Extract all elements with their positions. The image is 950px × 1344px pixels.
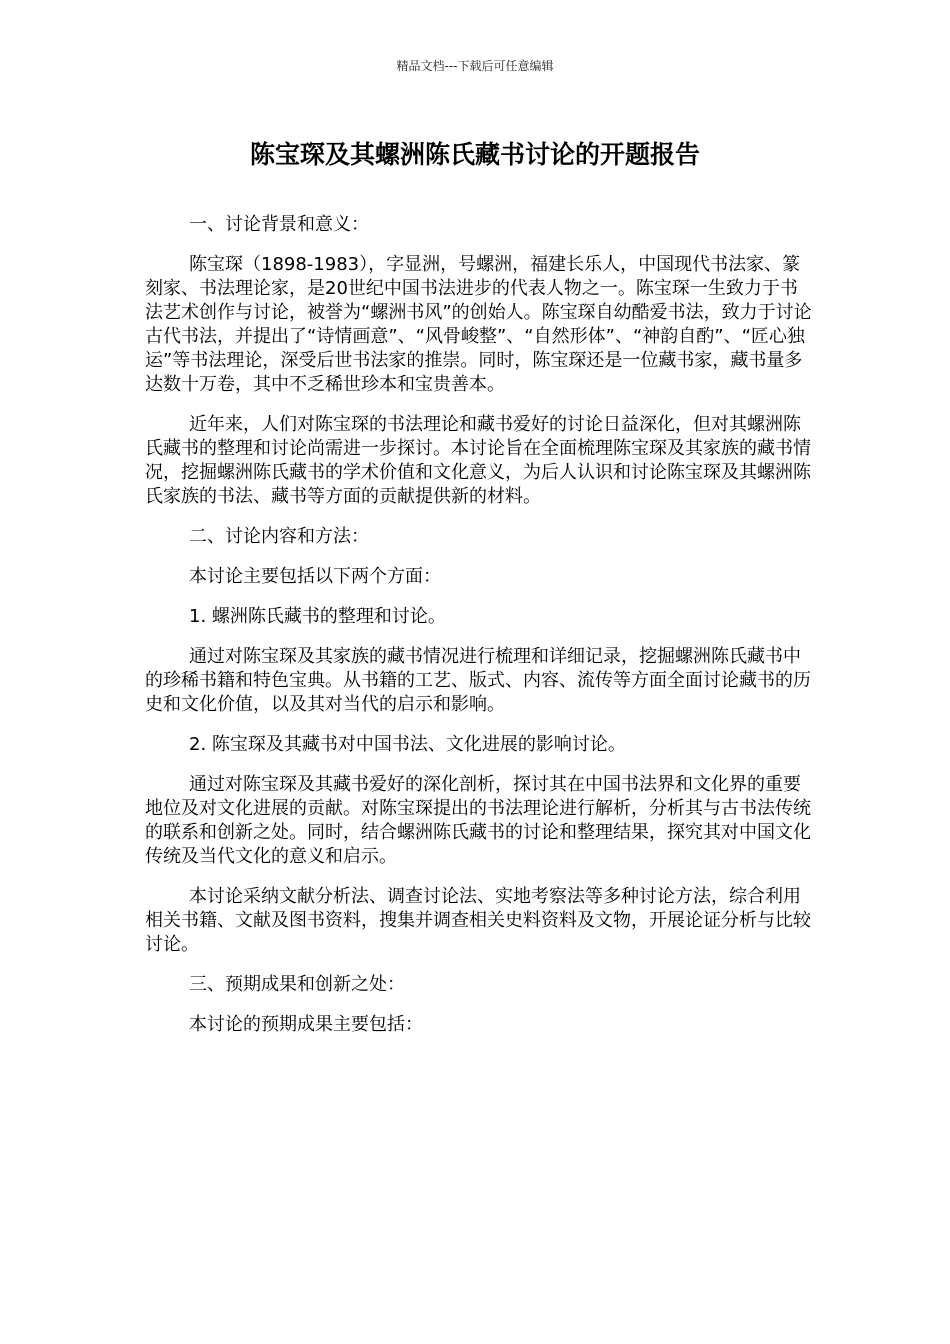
section-heading-expected-results: 三、预期成果和创新之处： — [189, 974, 405, 995]
paragraph-expected-results-intro: 本讨论的预期成果主要包括： — [189, 1014, 423, 1035]
paragraph-item-2-detail: 通过对陈宝琛及其藏书爱好的深化剖析，探讨其在中国书法界和文化界的重要地位及对文化进展的贡献。对陈宝琛提出的书法理论进行解析，分析其与古书法传统的联系和创新之处。同时，结合螺洲陈氏藏书的讨论和整理结果，探究其对中国文化传统及当代文化的意义和启示。 — [145, 774, 811, 867]
list-item-2: 2. 陈宝琛及其藏书对中国书法、文化进展的影响讨论。 — [189, 734, 626, 755]
list-item-1: 1. 螺洲陈氏藏书的整理和讨论。 — [189, 606, 446, 627]
paragraph-intro-aspects: 本讨论主要包括以下两个方面： — [189, 566, 441, 587]
header-note: 精品文档---下载后可任意编辑 — [396, 59, 554, 73]
document-title: 陈宝琛及其螺洲陈氏藏书讨论的开题报告 — [249, 140, 700, 169]
paragraph-biography: 陈宝琛（1898-1983），字显洲，号螺洲，福建长乐人，中国现代书法家、篆刻家、书法理论家，是20世纪中国书法进步的代表人物之一。陈宝琛一生致力于书法艺术创作与讨论，被誉为“螺洲书风”的创始人。陈宝琛自幼酷爱书法，致力于讨论古代书法，并提出了“诗情画意”、“风骨峻整”、“自然形体”、“神韵自酌”、“匠心独运”等书法理论，深受后世书法家的推崇。同时，陈宝琛还是一位藏书家，藏书量多达数十万卷，其中不乏稀世珍本和宝贵善本。 — [145, 254, 812, 395]
section-heading-background: 一、讨论背景和意义： — [189, 214, 369, 235]
paragraph-item-1-detail: 通过对陈宝琛及其家族的藏书情况进行梳理和详细记录，挖掘螺洲陈氏藏书中的珍稀书籍和特色宝典。从书籍的工艺、版式、内容、流传等方面全面讨论藏书的历史和文化价值，以及其对当代的启示和影响。 — [145, 646, 811, 715]
paragraph-methods: 本讨论采纳文献分析法、调查讨论法、实地考察法等多种讨论方法，综合利用相关书籍、文献及图书资料，搜集并调查相关史料资料及文物，开展论证分析与比较讨论。 — [145, 886, 811, 955]
paragraph-research-purpose: 近年来，人们对陈宝琛的书法理论和藏书爱好的讨论日益深化，但对其螺洲陈氏藏书的整理和讨论尚需进一步探讨。本讨论旨在全面梳理陈宝琛及其家族的藏书情况，挖掘螺洲陈氏藏书的学术价值和文化意义，为后人认识和讨论陈宝琛及其螺洲陈氏家族的书法、藏书等方面的贡献提供新的材料。 — [145, 414, 811, 507]
document-body — [145, 213, 813, 1053]
section-heading-content-methods: 二、讨论内容和方法： — [189, 526, 369, 547]
